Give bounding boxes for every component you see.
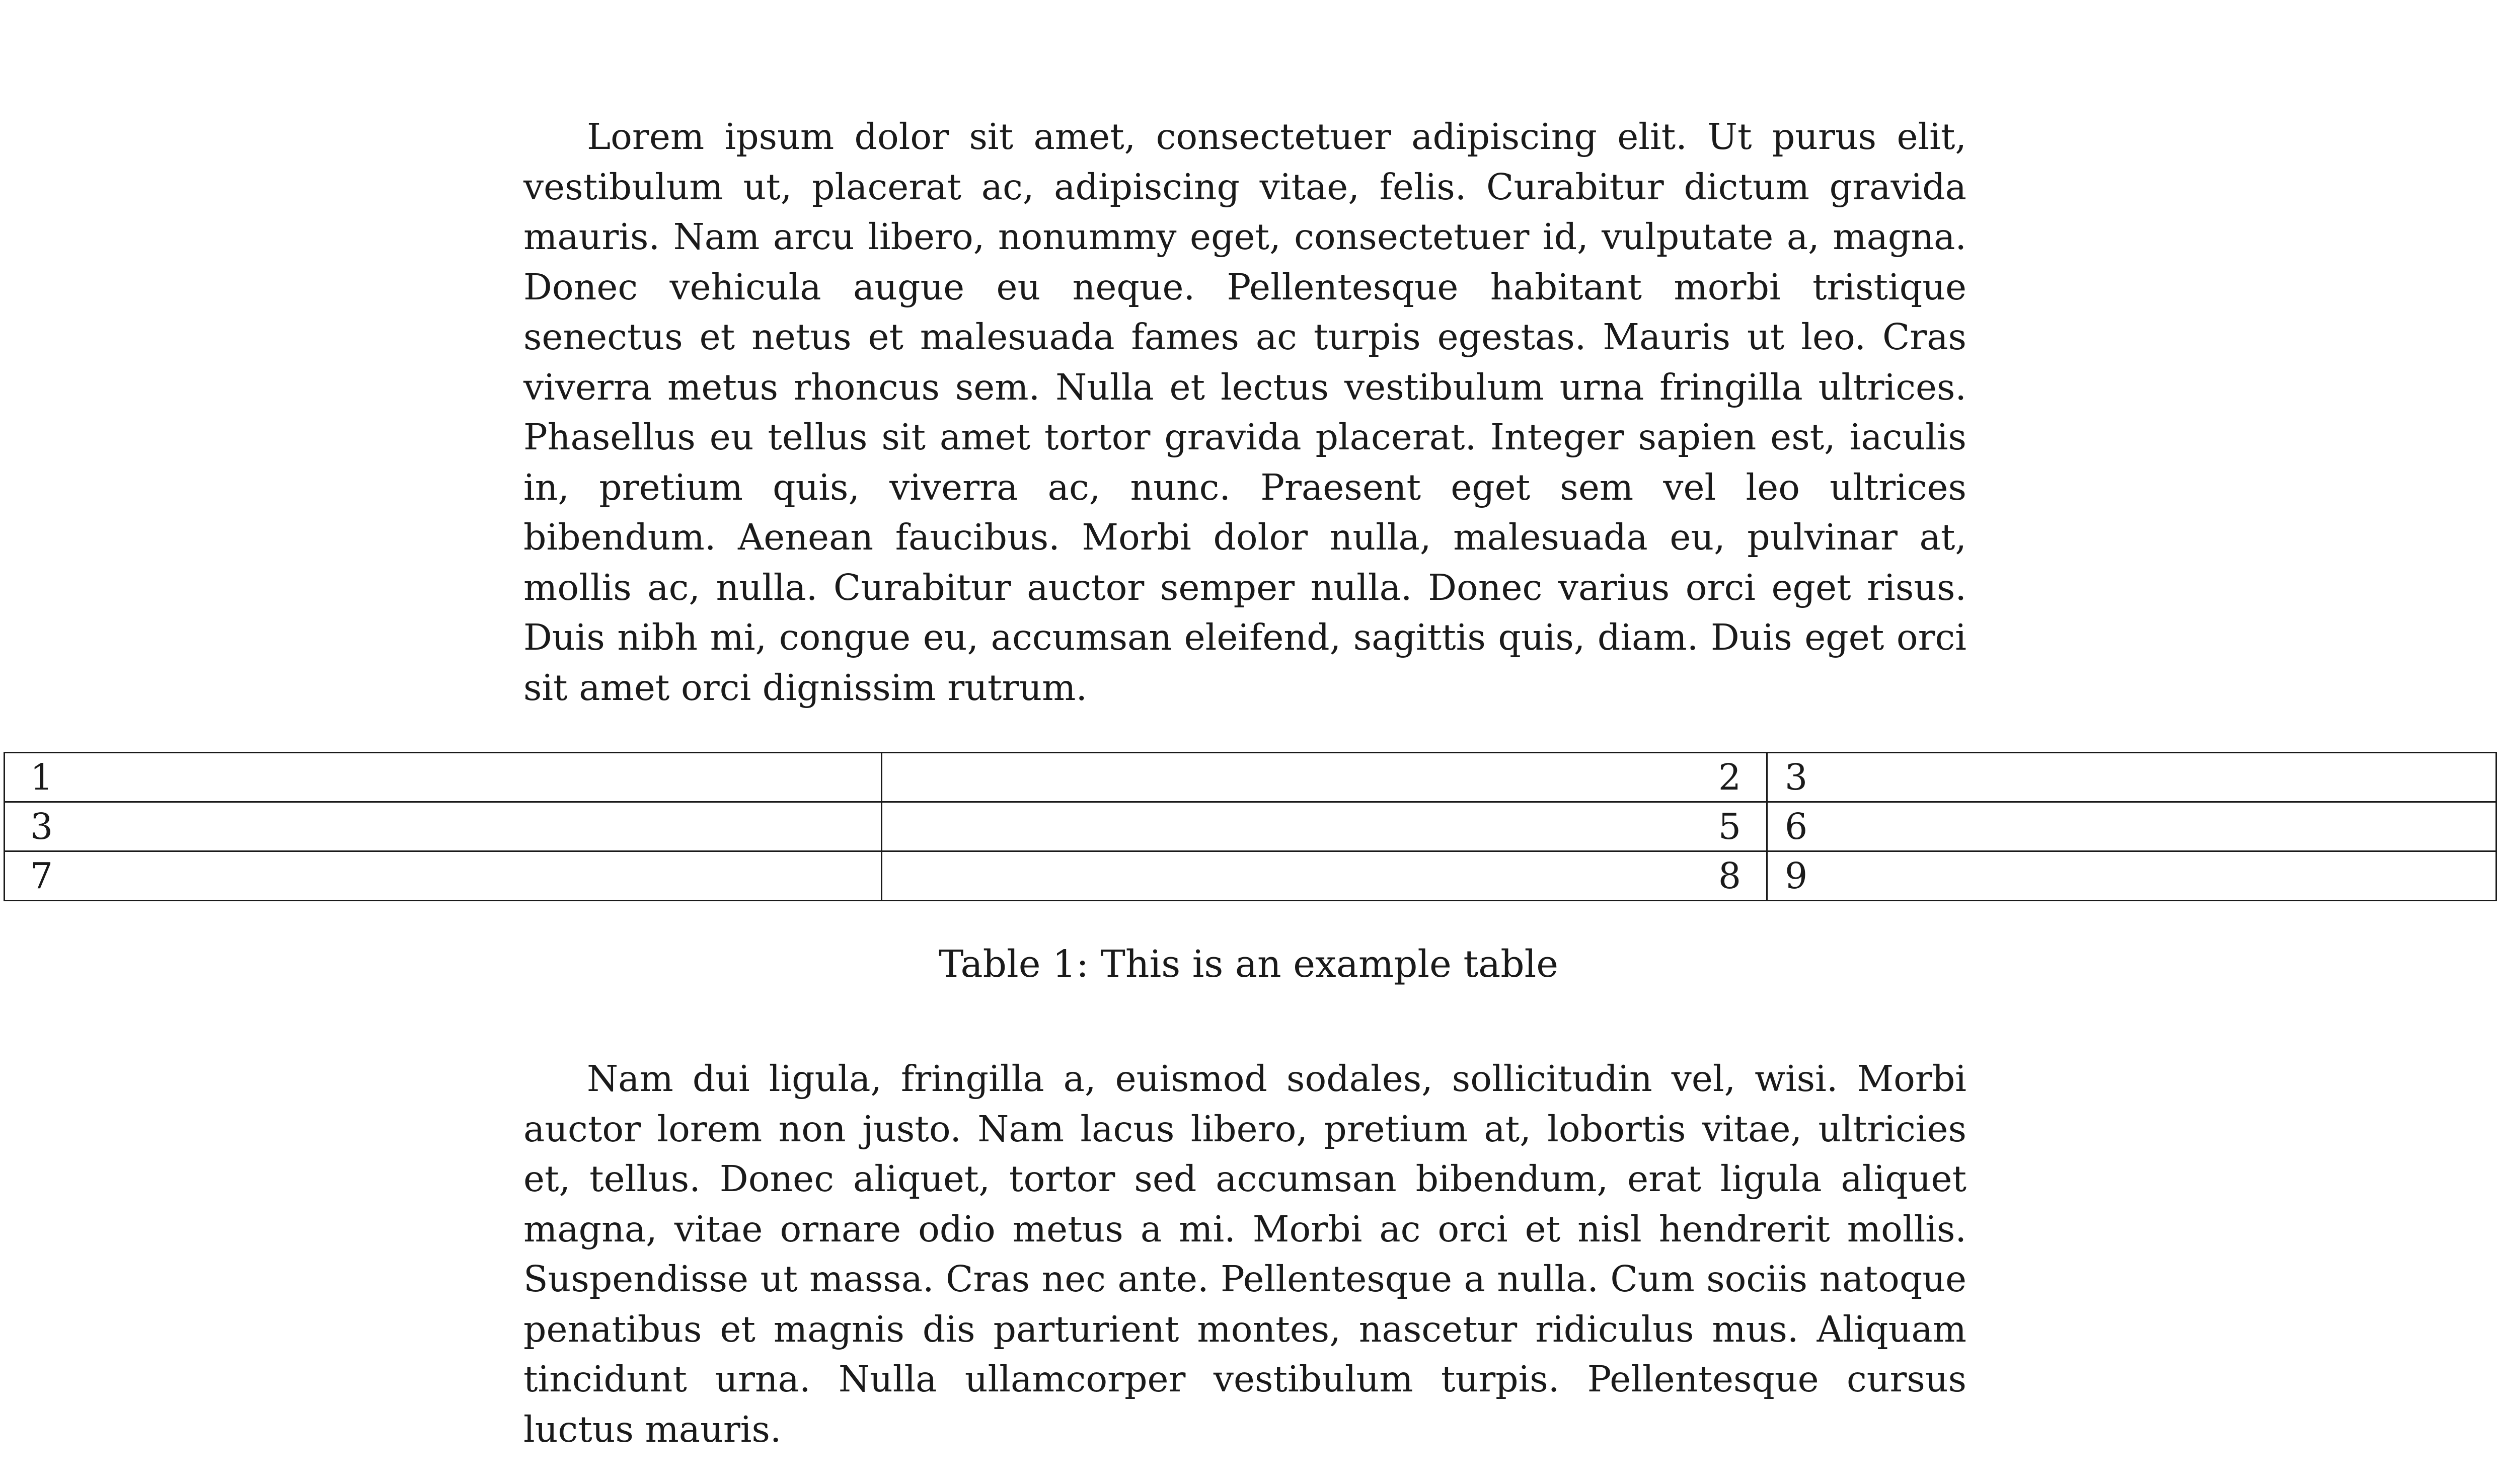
paragraph-1: Lorem ipsum dolor sit amet, consectetuer adipiscing elit. Ut purus elit, vestibulum ut, placerat ac, adipiscing vitae, felis. Curabitur dictum gravida mauris. Nam arcu libero, nonummy eget, consectetuer id, vulputate a, magna. Donec vehicula augue eu neque. Pellentesque habitant morbi tristique senectus et netus et malesuada fames ac turpis egestas. Mauris ut leo. Cras viverra metus rhoncus sem. Nulla et lectus vestibulum urna fringilla ultrices. Phasellus eu tellus sit amet tortor gravida placerat. Integer sapien est, iaculis in, pretium quis, viverra ac, nunc. Praesent eget sem vel leo ultrices bibendum. Aenean faucibus. Morbi dolor nulla, malesuada eu, pulvinar at, mollis ac, nulla. Curabitur auctor semper nulla. Donec varius orci eget risus. Duis nibh mi, congue eu, accumsan eleifend, sagittis quis, diam. Duis eget orci sit amet orci dignissim rutrum. [523, 116, 1966, 709]
table-cell: 5 [882, 802, 1767, 851]
table-cell: 7 [5, 851, 882, 901]
table-cell: 6 [1767, 802, 2496, 851]
table-cell: 8 [882, 851, 1767, 901]
example-table [4, 752, 2497, 901]
table-caption: Table 1: This is an example table [938, 943, 1559, 986]
table-row [5, 851, 2496, 901]
table-cell: 1 [5, 753, 882, 802]
table-cell: 9 [1767, 851, 2496, 901]
table-cell: 2 [882, 753, 1767, 802]
table-cell: 3 [1767, 753, 2496, 802]
table-cell: 3 [5, 802, 882, 851]
paragraph-2: Nam dui ligula, fringilla a, euismod sodales, sollicitudin vel, wisi. Morbi auctor lorem non justo. Nam lacus libero, pretium at, lobortis vitae, ultricies et, tellus. Donec aliquet, tortor sed accumsan bibendum, erat ligula aliquet magna, vitae ornare odio metus a mi. Morbi ac orci et nisl hendrerit mollis. Suspendisse ut massa. Cras nec ante. Pellentesque a nulla. Cum sociis natoque penatibus et magnis dis parturient montes, nascetur ridiculus mus. Aliquam tincidunt urna. Nulla ullamcorper vestibulum turpis. Pellentesque cursus luctus mauris. [523, 1058, 1966, 1450]
table-row [5, 753, 2496, 802]
table-row [5, 802, 2496, 851]
